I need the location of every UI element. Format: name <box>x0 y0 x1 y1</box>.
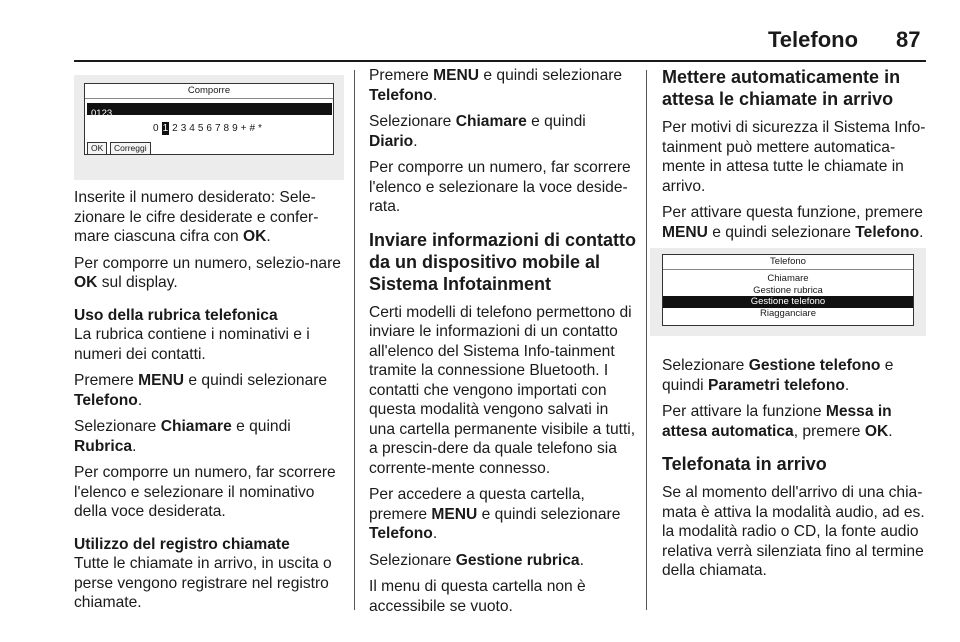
paragraph: Se al momento dell'arrivo di una chia-mata è attiva la modalità audio, ad es. la modalità radio o CD, la fonte audio relativa verrà silenziata fino al termine della chiamata. <box>662 484 925 579</box>
paragraph: Premere MENU e quindi selezionare Telefono. <box>74 372 328 409</box>
paragraph: Tutte le chiamate in arrivo, in uscita o perse vengono registrare nel registro chiamate. <box>74 555 332 611</box>
digit: 2 <box>172 123 178 134</box>
page-title: Telefono <box>768 27 859 52</box>
dial-screen <box>84 83 334 155</box>
column-2 <box>369 66 637 623</box>
menu-item-selected: Gestione telefono <box>663 296 913 308</box>
phone-menu-illustration <box>650 248 926 336</box>
digit: # <box>249 123 256 134</box>
digit: 4 <box>189 123 195 134</box>
column-1 <box>74 188 346 620</box>
paragraph: Certi modelli di telefono permettono di inviare le informazioni di un contatto all'elenco del Sistema Info-tainment tramite la connessione Bluetooth. I contatti che vengono importati con questa modalità vengono salvati in una cartella permanente visibile a tutti, a prescin-dere da quale telefono sia corrente-mente connesso. <box>369 303 636 477</box>
column-divider-left <box>354 70 355 610</box>
digit: 9 <box>232 123 238 134</box>
dial-number-field <box>87 103 332 119</box>
dial-screen-illustration <box>74 75 344 180</box>
dial-screen-rule <box>85 98 333 99</box>
digit: 0 <box>153 123 159 134</box>
paragraph: Premere MENU e quindi selezionare Telefono. <box>369 67 623 104</box>
section-heading: Utilizzo del registro chiamate <box>74 535 290 553</box>
digit: 8 <box>223 123 230 134</box>
paragraph: Selezionare Gestione telefono e quindi Parametri telefono. <box>662 357 894 394</box>
paragraph: Per attivare la funzione Messa in attesa automatica, premere OK. <box>662 403 893 440</box>
menu-item: Riagganciare <box>760 307 816 319</box>
ok-softkey: OK <box>87 142 107 155</box>
header-rule <box>74 60 926 62</box>
paragraph: Selezionare Gestione rubrica. <box>369 551 584 569</box>
digit: 7 <box>214 123 221 134</box>
paragraph: Il menu di questa cartella non è accessibile se vuoto. <box>369 578 586 615</box>
menu-item: Gestione rubrica <box>753 284 823 296</box>
paragraph: Per accedere a questa cartella, premere MENU e quindi selezionare Telefono. <box>369 486 621 542</box>
section-heading: Inviare informazioni di contatto da un dispositivo mobile al Sistema Infotainment <box>369 229 637 294</box>
paragraph: Per comporre un numero, far scorrere l'elenco e selezionare la voce deside-rata. <box>369 159 631 215</box>
menu-rule <box>663 269 913 270</box>
column-3 <box>662 66 928 249</box>
paragraph: La rubrica contiene i nominativi e i numeri dei contatti. <box>74 326 310 363</box>
dial-number-value: 0123_ <box>91 108 118 119</box>
section-heading: Uso della rubrica telefonica <box>74 306 278 324</box>
phone-menu-screen <box>662 254 914 326</box>
digit: 6 <box>206 123 212 134</box>
paragraph: Per attivare questa funzione, premere MENU e quindi selezionare Telefono. <box>662 204 924 241</box>
paragraph: Inserite il numero desiderato: Sele-zionare le cifre desiderate e confer-mare ciascuna cifra con OK. <box>74 189 319 245</box>
digit: * <box>258 123 262 134</box>
paragraph: Per comporre un numero, far scorrere l'elenco e selezionare il nominativo della voce desiderata. <box>74 464 336 520</box>
digit: + <box>240 123 247 134</box>
section-heading: Telefonata in arrivo <box>662 454 827 474</box>
dial-screen-title: Comporre <box>187 85 231 96</box>
paragraph: Selezionare Chiamare e quindi Rubrica. <box>74 418 291 455</box>
digit: 3 <box>180 123 187 134</box>
paragraph: Per comporre un numero, selezio-nare OK sul display. <box>74 254 341 291</box>
paragraph: Selezionare Chiamare e quindi Diario. <box>369 113 586 150</box>
paragraph: Per motivi di sicurezza il Sistema Info-tainment può mettere automatica-mente in attesa tutte le chiamate in arrivo. <box>662 119 926 195</box>
digit: 5 <box>197 123 204 134</box>
column-3-continued <box>662 356 928 588</box>
digit-selector <box>153 122 265 135</box>
menu-item: Chiamare <box>767 273 809 284</box>
page-number: 87 <box>896 27 921 52</box>
section-heading: Mettere automaticamente in attesa le chiamate in arrivo <box>662 67 901 109</box>
menu-title: Telefono <box>770 256 806 267</box>
correct-softkey: Correggi <box>110 142 151 155</box>
digit-selected: 1 <box>162 123 169 134</box>
column-divider-right <box>646 70 647 610</box>
